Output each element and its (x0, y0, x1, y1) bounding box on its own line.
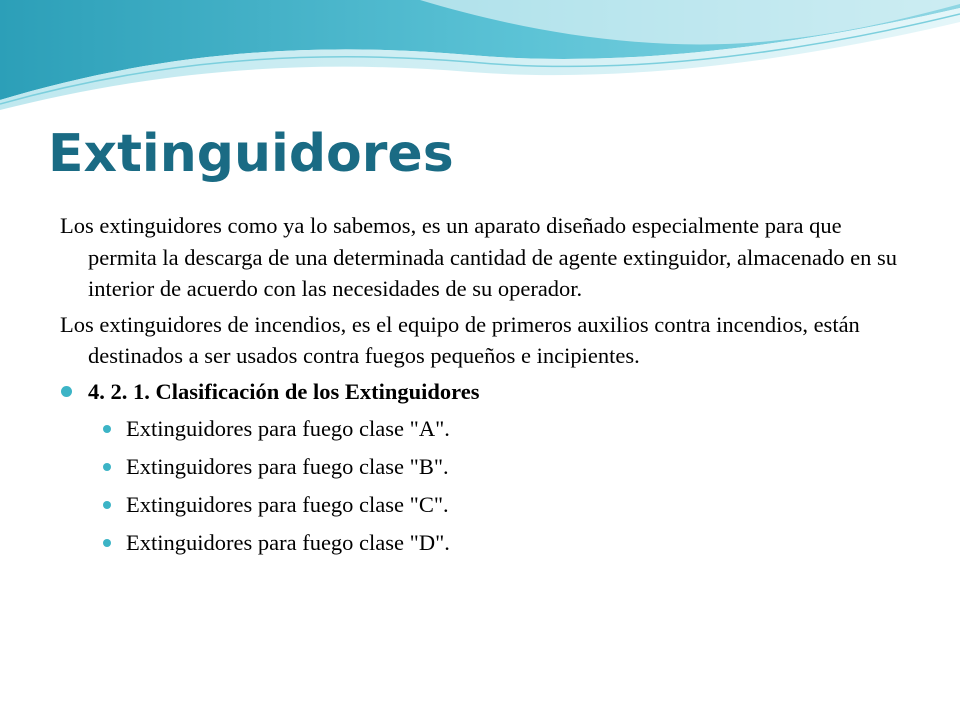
decorative-wave-header (0, 0, 960, 120)
bullet-icon (61, 386, 72, 397)
list-item-text: Extinguidores para fuego clase "B". (126, 454, 449, 479)
section-heading-text: 4. 2. 1. Clasificación de los Extinguidores (88, 378, 480, 404)
section-heading-item (60, 376, 900, 408)
slide-body (60, 210, 900, 565)
list-item-text: Extinguidores para fuego clase "C". (126, 492, 449, 517)
list-item-text: Extinguidores para fuego clase "D". (126, 530, 450, 555)
paragraph-purpose: Los extinguidores de incendios, es el equipo de primeros auxilios contra incendios, están destinados a ser usados contra fuegos pequeños e incipientes. (60, 311, 860, 368)
list-item-class-c (60, 489, 900, 521)
list-item-class-d (60, 527, 900, 559)
list-item-class-b (60, 451, 900, 483)
bullet-icon (103, 463, 111, 471)
slide-title: Extinguidores (48, 124, 454, 184)
list-item-class-a (60, 413, 900, 445)
paragraph-definition: Los extinguidores como ya lo sabemos, es un aparato diseñado especialmente para que permita la descarga de una determinada cantidad de agente extinguidor, almacenado en su interior de acuerdo con las necesidades de su operador. (60, 213, 897, 301)
bullet-icon (103, 425, 111, 433)
bullet-icon (103, 539, 111, 547)
bullet-icon (103, 501, 111, 509)
list-item-text: Extinguidores para fuego clase "A". (126, 416, 450, 441)
